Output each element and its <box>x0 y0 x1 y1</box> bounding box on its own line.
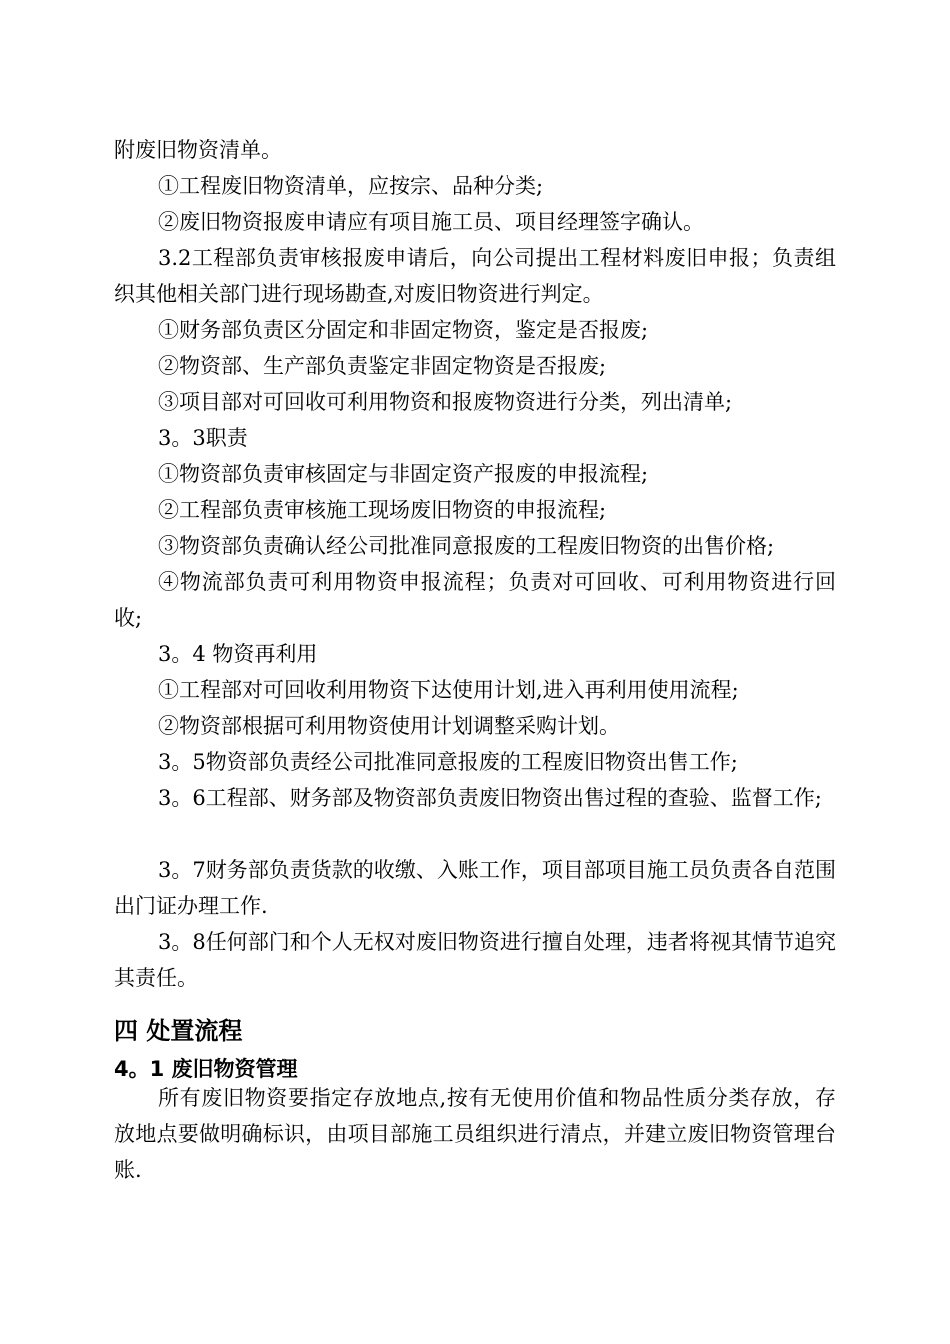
list-item: ②物资部根据可利用物资使用计划调整采购计划。 <box>158 714 620 738</box>
list-item: ③项目部对可回收可利用物资和报废物资进行分类，列出清单; <box>158 390 733 414</box>
clause-3-8: 3。8任何部门和个人无权对废旧物资进行擅自处理，违者将视其情节追究其责任。 <box>114 930 836 990</box>
section-heading: 四 处置流程 <box>114 1017 243 1045</box>
list-item: ④物流部负责可利用物资申报流程；负责对可回收、可利用物资进行回收; <box>114 570 836 630</box>
clause-3-6: 3。6工程部、财务部及物资部负责废旧物资出售过程的查验、监督工作; <box>158 786 822 810</box>
subsection-heading: 4。1 废旧物资管理 <box>114 1057 298 1081</box>
list-item: ③物资部负责确认经公司批准同意报废的工程废旧物资的出售价格; <box>158 534 775 558</box>
list-item: ②工程部负责审核施工现场废旧物资的申报流程; <box>158 498 607 522</box>
paragraph-intro: 附废旧物资清单。 <box>114 138 282 162</box>
list-item: ①物资部负责审核固定与非固定资产报废的申报流程; <box>158 462 649 486</box>
clause-3-3: 3。3职责 <box>158 426 248 450</box>
clause-3-4: 3。4 物资再利用 <box>158 642 318 666</box>
clause-3-2: 3.2工程部负责审核报废申请后，向公司提出工程材料废旧申报；负责组织其他相关部门进行现场勘查,对废旧物资进行判定。 <box>114 246 836 306</box>
clause-3-7: 3。7财务部负责货款的收缴、入账工作，项目部项目施工员负责各自范围出门证办理工作. <box>114 858 836 918</box>
list-item: ①工程废旧物资清单，应按宗、品种分类; <box>158 174 544 198</box>
list-item: ②废旧物资报废申请应有项目施工员、项目经理签字确认。 <box>158 210 704 234</box>
clause-3-5: 3。5物资部负责经公司批准同意报废的工程废旧物资出售工作; <box>158 750 738 774</box>
list-item: ①财务部负责区分固定和非固定物资，鉴定是否报废; <box>158 318 649 342</box>
subsection-body: 所有废旧物资要指定存放地点,按有无使用价值和物品性质分类存放，存放地点要做明确标识，由项目部施工员组织进行清点，并建立废旧物资管理台账. <box>114 1086 836 1182</box>
list-item: ①工程部对可回收利用物资下达使用计划,进入再利用使用流程; <box>158 678 739 702</box>
list-item: ②物资部、生产部负责鉴定非固定物资是否报废; <box>158 354 607 378</box>
